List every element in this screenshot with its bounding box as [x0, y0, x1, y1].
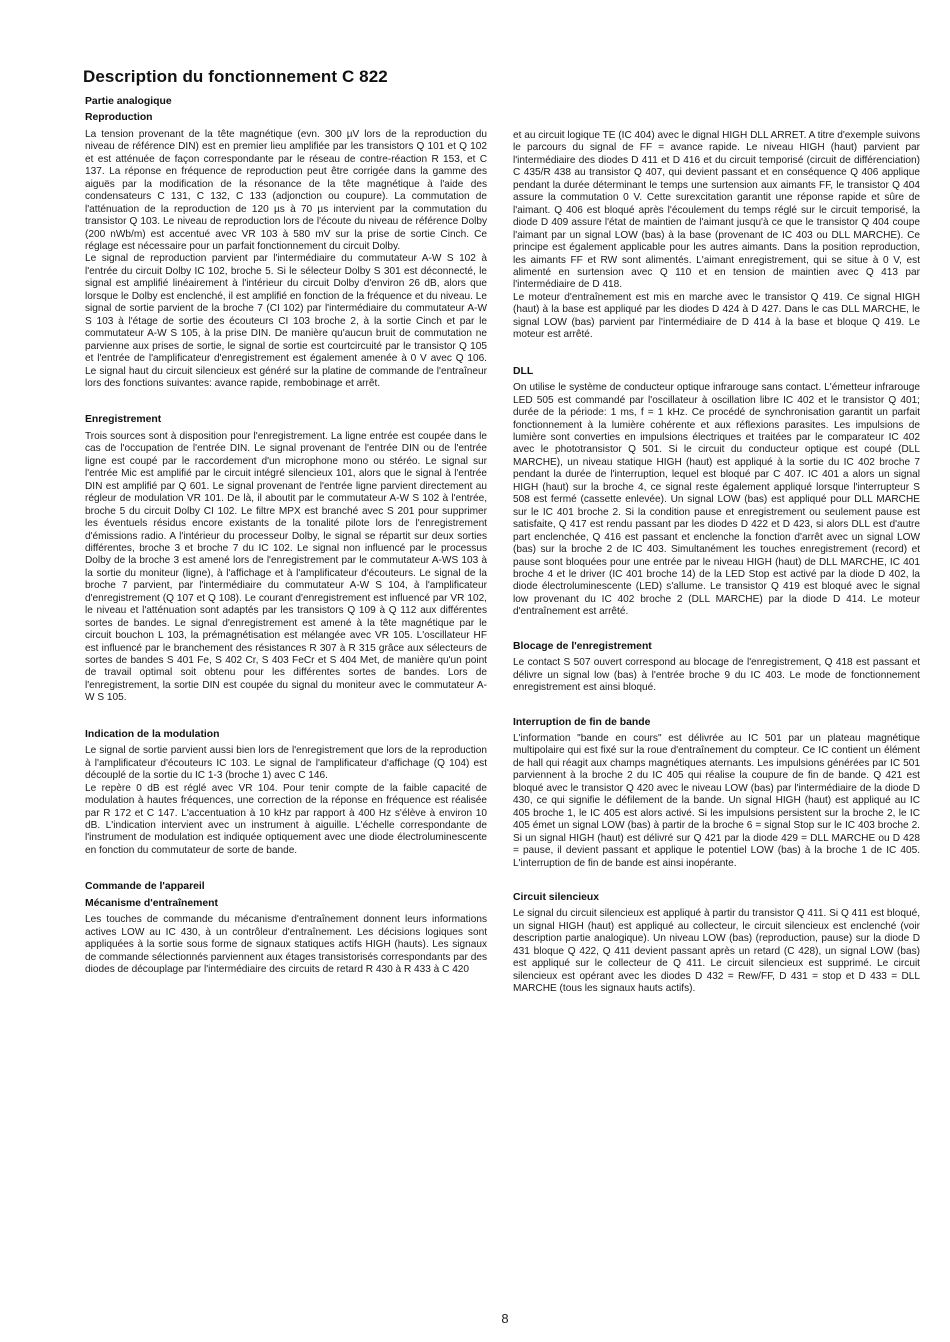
- paragraph-mechanism: Les touches de commande du mécanisme d'entraînement donnent leurs informations actives LOW au IC 430, à un contrôleur d'entraînement. Les décisions logiques sont appliquées à la sortie sous forme de signaux statiques actifs HIGH (hauts). Les signaux de commande sélectionnés parviennent aux étages transistorisés correspondants par des diodes de découplage par l'intermédiaire des circuits de retard R 430 à R 433 à C 420: [85, 914, 487, 976]
- paragraph-modulation-1: Le signal de sortie parvient aussi bien lors de l'enregistrement que lors de la reproduction à l'amplificateur d'écouteurs IC 103. Le signal de l'amplificateur d'affichage (Q 104) est découplé de la sortie du IC 1-3 (broche 1) avec C 146.: [85, 745, 487, 782]
- paragraph-dll: On utilise le système de conducteur optique infrarouge sans contact. L'émetteur infrarouge LED 505 est commandé par l'oscillateur à oscillation libre IC 402 et le transistor Q 401; durée de la période: 1 ms, f = 1 kHz. Ce procédé de synchronisation garantit un parfait fonctionnement à la lumière cohérente et aux réflexions parasites. Les impulsions de lumière sont converties en impulsions électriques et traitées par le comparateur IC 402 avec le phototransistor Q 501. Si le circuit du conducteur optique est coupé (DLL MARCHE), un niveau statique HIGH (haut) est appliqué à la sortie du IC 402 broche 7 pendant la durée de l'interruption, lequel est bloqué par C 407. IC 401 a alors un signal HIGH (haut) sur la broche 4, ce signal reste également appliqué lorsque l'interrupteur S 508 est fermé (cassette enlevée). Un signal LOW (bas) est appliqué pour DLL MARCHE sur le IC 401 broche 2. Si la condition pause et enregistrement ou seulement pause est satisfaite, Q 417 est rendu passant par les diodes D 422 et D 423, si alors DLL est d'autre part enclenchée, Q 416 est passant et enclenche la fonction d'arrêt avec un signal LOW (bas) sur la broche 2 de IC 403. Simultanément les touches enregistrement (record) et pause sont bloquées pour une entrée par le niveau HIGH (haut) de DLL MARCHE, IC 401 broche 4 et le driver (IC 401 broche 14) de la LED Stop est activé par la diode D 402, la diode électroluminescente (LED) s'allume. Le transistor Q 419 est bloqué avec le signal low provenant du IC 402 broche 2 (DLL MARCHE) par la diode D 414. Le moteur d'entraînement est arrêté.: [513, 382, 920, 618]
- paragraph-mute-circuit: Le signal du circuit silencieux est appliqué à partir du transistor Q 411. Si Q 411 est bloqué, un signal HIGH (haut) est appliqué au collecteur, le circuit silencieux est enclenché (voir description partie analogique). Un niveau LOW (bas) (reproduction, pause) sur la diode D 431 bloque Q 422, Q 411 devient passant après un retard (C 428), un signal LOW (bas) est appliqué sur le collecteur de Q 411. Le circuit silencieux est supprimé. Le circuit silencieux est opérant avec les diodes D 432 = Rew/FF, D 431 = stop et D 433 = DLL MARCHE (tous les signaux hauts actifs).: [513, 908, 920, 995]
- paragraph-reproduction-2: Le signal de reproduction parvient par l'intermédiaire du commutateur A-W S 102 à l'entrée du circuit Dolby IC 102, broche 5. Si le sélecteur Dolby S 301 est déconnecté, le signal est amplifié linéairement à l'intérieur du circuit Dolby d'environ 26 dB, alors que lorsque le Dolby est enclenché, il est amplifié en fonction de la fréquence et du niveau. Le signal de sortie parvient de la broche 7 (CI 102) par l'intermédiaire du commutateur A-W S 103 à l'étage de sortie des écouteurs CI 103 broche 2, à la sortie Cinch et par le commutateur A-W S 105, à la prise DIN. De manière qu'aucun bruit de commutation ne parvienne aux prises de sortie, le signal de sortie est courtcircuité par le transistor Q 105 et l'entrée de l'amplificateur d'enregistrement est également amenée à 0 V avec Q 106. Le signal haut du circuit silencieux est généré sur la platine de commande de l'entraîneur lors des fonctions suivantes: avance rapide, rembobinage et arrêt.: [85, 253, 487, 389]
- paragraph-reproduction-1: La tension provenant de la tête magnétique (evn. 300 µV lors de la reproduction du niveau de référence DIN) est en premier lieu amplifiée par les transistors Q 101 et Q 102 et est atténuée de façon correspondante par le réseau de contre-réaction R 153, et C 137. La réponse en fréquence de reproduction peut être corrigée dans la gamme des aiguës par la modification de la résonance de la tête magnétique à l'aide des condensateurs C 131, C 132, C 133 (adjonction ou coupure). La commutation de l'atténuation de la reproduction de 120 µs à 70 µs intervient par la commutation du transistor Q 103. Le niveau de reproduction lors de l'écoute du niveau de référence Dolby (200 nWb/m) est accentué avec VR 103 à 580 mV sur la prise de sortie Cinch. Ce réglage est nécessaire pour un parfait fonctionnement du circuit Dolby.: [85, 128, 487, 252]
- right-column: [513, 130, 920, 996]
- page-title: Description du fonctionnement C 822: [83, 67, 388, 86]
- section-heading-end-of-tape: Interruption de fin de bande: [513, 716, 651, 728]
- section-heading-record-lock: Blocage de l'enregistrement: [513, 640, 652, 652]
- section-heading-mechanism: Mécanisme d'entraînement: [85, 897, 218, 909]
- section-heading-dll: DLL: [513, 365, 534, 377]
- paragraph-modulation-2: Le repère 0 dB est réglé avec VR 104. Pour tenir compte de la faible capacité de modulation à hautes fréquences, une correction de la réponse en fréquence est réalisée par R 172 et C 147. L'accentuation à 10 kHz par rapport à 400 Hz s'élève à environ 10 dB. L'indication intervient avec un instrument à aiguille. L'échelle correspondante de l'instrument de modulation est indiquée optiquement avec une diode électroluminescente en fonction du commutateur de sorte de bande.: [85, 782, 487, 856]
- paragraph-record-lock: Le contact S 507 ouvert correspond au blocage de l'enregistrement, Q 418 est passant et délivre un signal low (bas) à l'entrée broche 9 du IC 403. Le mode de fonctionnement enregistrement est ainsi bloqué.: [513, 657, 920, 694]
- section-heading-recording: Enregistrement: [85, 414, 162, 426]
- paragraph-recording: Trois sources sont à disposition pour l'enregistrement. La ligne entrée est coupée dans le cas de l'occupation de l'entrée DIN. Le signal provenant de l'entrée DIN ou de l'entrée ligne est coupé par le raccordement d'un microphone mono ou stéréo. Le signal sur l'entrée Mic est amplifié par le circuit intégré silencieux 101, alors que le signal à l'entrée DIN est amplifié par Q 601. Le signal provenant de l'entrée ligne parvient directement au régleur de modulation VR 101. De là, il aboutit par le commutateur A-W S 102 à l'entrée, broche 5 du circuit Dolby CI 102. Le filtre MPX est branché avec S 201 pour supprimer les éventuels résidus encore existants de la tonalité pilote lors de l'enregistrement d'émissions radio. A l'intérieur du processeur Dolby, le signal se répartit sur deux sorties différentes, broche 3 et broche 7 du IC 102. Le signal non influencé par le processus Dolby de la broche 3 est amené lors de l'enregistrement par le commutateur A-WS 103 à la sortie du moniteur (ligne), à l'affichage et à l'amplificateur d'écouteurs. Le signal de la broche 7 parvient, par l'intermédiaire du commutateur A-W S 104, à l'amplificateur d'enregistrement (Q 107 et Q 108). Le courant d'enregistrement est influencé par VR 102, le niveau et l'atténuation sont adaptés par les transistors Q 109 à Q 112 aux différentes sortes de bandes. Le signal d'enregistrement est amené à la tête magnétique par le circuit bouchon L 103, la prémagnétisation est mélangée avec VR 105. L'oscillateur HF est influencé par le branchement des résistances R 307 à R 315 grâce aux sélecteurs de sortes de bandes S 401 Fe, S 402 Cr, S 403 FeCr et S 404 Met, de manière qu'un point de travail optimal soit obtenu pour les différentes sortes de bandes. Lors de l'enregistrement, la sortie DIN est coupée du signal du moniteur avec le commutateur A-W S 105.: [85, 430, 487, 704]
- section-heading-command: Commande de l'appareil: [85, 881, 205, 893]
- paragraph-continuation-2: Le moteur d'entraînement est mis en marche avec le transistor Q 419. Ce signal HIGH (haut) à la base est appliqué par les diodes D 424 à D 427. Dans le cas DLL MARCHE, le signal LOW (bas) parvient par l'intermédiaire de D 414 à la base et bloque Q 419. Le moteur est arrêté.: [513, 291, 920, 341]
- section-heading-analog: Partie analogique: [85, 96, 172, 107]
- paragraph-continuation-1: et au circuit logique TE (IC 404) avec le dignal HIGH DLL ARRET. A titre d'exemple suivons le parcours du signal de FF = avance rapide. Le niveau HIGH (haut) parvient par l'intermédiaire des diodes D 411 et D 416 et du circuit temporisé (circuit de différenciation) C 435/R 438 au transistor Q 407, qui devient passant et en conséquence Q 406 applique pendant la durée déterminant le temps une surtension aux aimants FF, le transistor Q 404 assure la commutation 0 V. Cette surexcitation garantit une réponse rapide et sûre de l'aimant. Q 406 est bloqué après l'écoulement du temps réglé sur le circuit temporisé, la diode D 409 assure l'état de maintien de l'aimant jusqu'à ce que le transistor Q 404 coupe l'aimant par un signal LOW (bas) à la base (provenant de IC 403 ou DLL MARCHE). Ce principe est également applicable pour les autres aimants. Dans la position reproduction, les aimants FF et RW sont alimentés. L'aimant enregistrement, qui se situe à 0 V, est alimenté en surtension avec Q 110 et en tension de maintien avec Q 413 par l'intermédiaire de D 418.: [513, 130, 920, 291]
- section-heading-modulation: Indication de la modulation: [85, 728, 220, 740]
- paragraph-end-of-tape: L'information "bande en cours" est délivrée au IC 501 par un plateau magnétique multipolaire qui est fixé sur la roue d'entraînement du compteur. Ce IC contient un élément de hall qui réagit aux champs magnétiques aternants. Les impulsions générées par IC 501 parviennent à la broche 2 du IC 405 qui réalise la coupure de fin de bande. Q 421 est bloqué avec le transistor Q 420 avec le niveau LOW (bas) par l'intermédiaire de la diode D 430, ce qui signifie le défilement de la bande. Un signal HIGH (haut) est appliqué au IC 405 broche 1, le IC 405 est alors activé. Si les impulsions persistent sur la broche 2, le IC 405 émet un signal LOW (bas) à partir de la broche 6 = signal Stop sur le IC 403 broche 2. Si un signal HIGH (haut) est délivré sur Q 421 par la diode 429 = DLL MARCHE ou D 428 = pause, il devient passant et applique le potentiel LOW (bas) à la broche 1 de IC 405. L'interruption de fin de bande est ainsi inopérante.: [513, 733, 920, 869]
- section-heading-mute-circuit: Circuit silencieux: [513, 892, 600, 904]
- left-column: [85, 96, 487, 977]
- page-number: 8: [501, 1311, 509, 1326]
- section-heading-reproduction: Reproduction: [85, 112, 153, 124]
